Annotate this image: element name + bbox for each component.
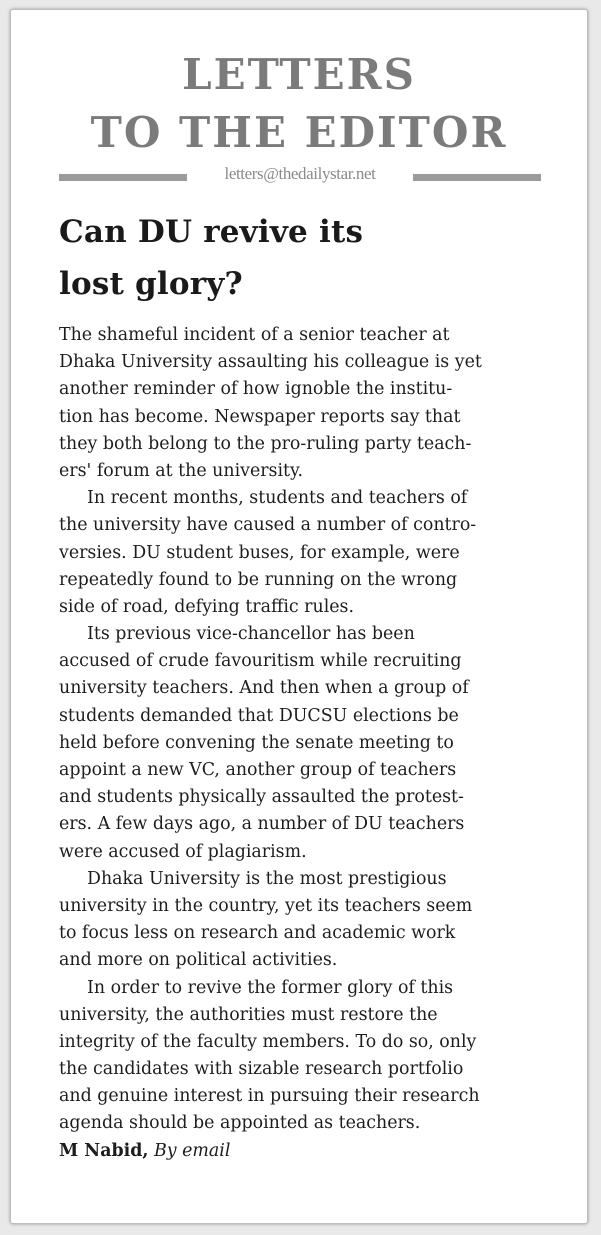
text-line: another reminder of how ignoble the institu- <box>59 379 453 400</box>
letter-headline <box>59 206 529 310</box>
text-line: students demanded that DUCSU elections be <box>59 705 459 726</box>
text-line: In order to revive the former glory of this <box>87 977 454 998</box>
paragraph-4 <box>59 866 529 975</box>
text-line: Dhaka University assaulting his colleague is yet <box>59 352 482 373</box>
divider-right <box>413 174 541 181</box>
letter-card <box>10 9 588 1224</box>
author-name: M Nabid, <box>59 1140 149 1161</box>
text-line: Dhaka University is the most prestigious <box>87 868 447 889</box>
text-line: versies. DU student buses, for example, were <box>59 542 460 563</box>
text-line: the university have caused a number of contro- <box>59 515 477 536</box>
paragraph-5 <box>59 975 529 1138</box>
submission-method: By email <box>153 1140 231 1161</box>
text-line: agenda should be appointed as teachers. <box>59 1113 421 1134</box>
letter-body <box>59 322 529 1165</box>
headline-line: Can DU revive its <box>59 214 364 250</box>
text-line: and students physically assaulted the protest- <box>59 787 464 808</box>
masthead-title-line1: LETTERS <box>182 50 416 99</box>
text-line: university, the authorities must restore the <box>59 1004 438 1025</box>
paragraph-1 <box>59 322 529 485</box>
text-line: to focus less on research and academic work <box>59 923 456 944</box>
text-line: they both belong to the pro-ruling party teach- <box>59 433 472 454</box>
text-line: The shameful incident of a senior teacher at <box>59 325 450 345</box>
paragraph-2 <box>59 485 529 621</box>
text-line: and genuine interest in pursuing their research <box>59 1086 480 1107</box>
text-line: accused of crude favouritism while recruiting <box>59 651 462 672</box>
masthead-email-row <box>59 164 541 188</box>
text-line: held before convening the senate meeting to <box>59 732 454 753</box>
text-line: appoint a new VC, another group of teachers <box>59 760 457 780</box>
text-line: university in the country, yet its teachers seem <box>59 895 473 916</box>
headline-line: lost glory? <box>59 266 243 302</box>
text-line: and more on political activities. <box>59 950 338 971</box>
masthead-title-line2: TO THE EDITOR <box>90 108 508 157</box>
text-line: university teachers. And then when a group of <box>59 678 469 699</box>
text-line: tion has become. Newspaper reports say that <box>59 406 461 427</box>
text-line: In recent months, students and teachers of <box>87 488 468 509</box>
editor-email: letters@thedailystar.net <box>224 164 376 183</box>
text-line: ers' forum at the university. <box>59 460 304 481</box>
text-line: repeatedly found to be running on the wrong <box>59 569 458 590</box>
text-line: integrity of the faculty members. To do so, only <box>59 1031 477 1052</box>
divider-left <box>59 174 187 181</box>
signature <box>59 1138 529 1165</box>
text-line: Its previous vice-chancellor has been <box>87 624 415 645</box>
text-line: the candidates with sizable research portfolio <box>59 1059 464 1080</box>
paragraph-3 <box>59 621 529 866</box>
text-line: side of road, defying traffic rules. <box>59 596 354 617</box>
text-line: were accused of plagiarism. <box>59 841 307 862</box>
text-line: ers. A few days ago, a number of DU teachers <box>59 814 465 835</box>
